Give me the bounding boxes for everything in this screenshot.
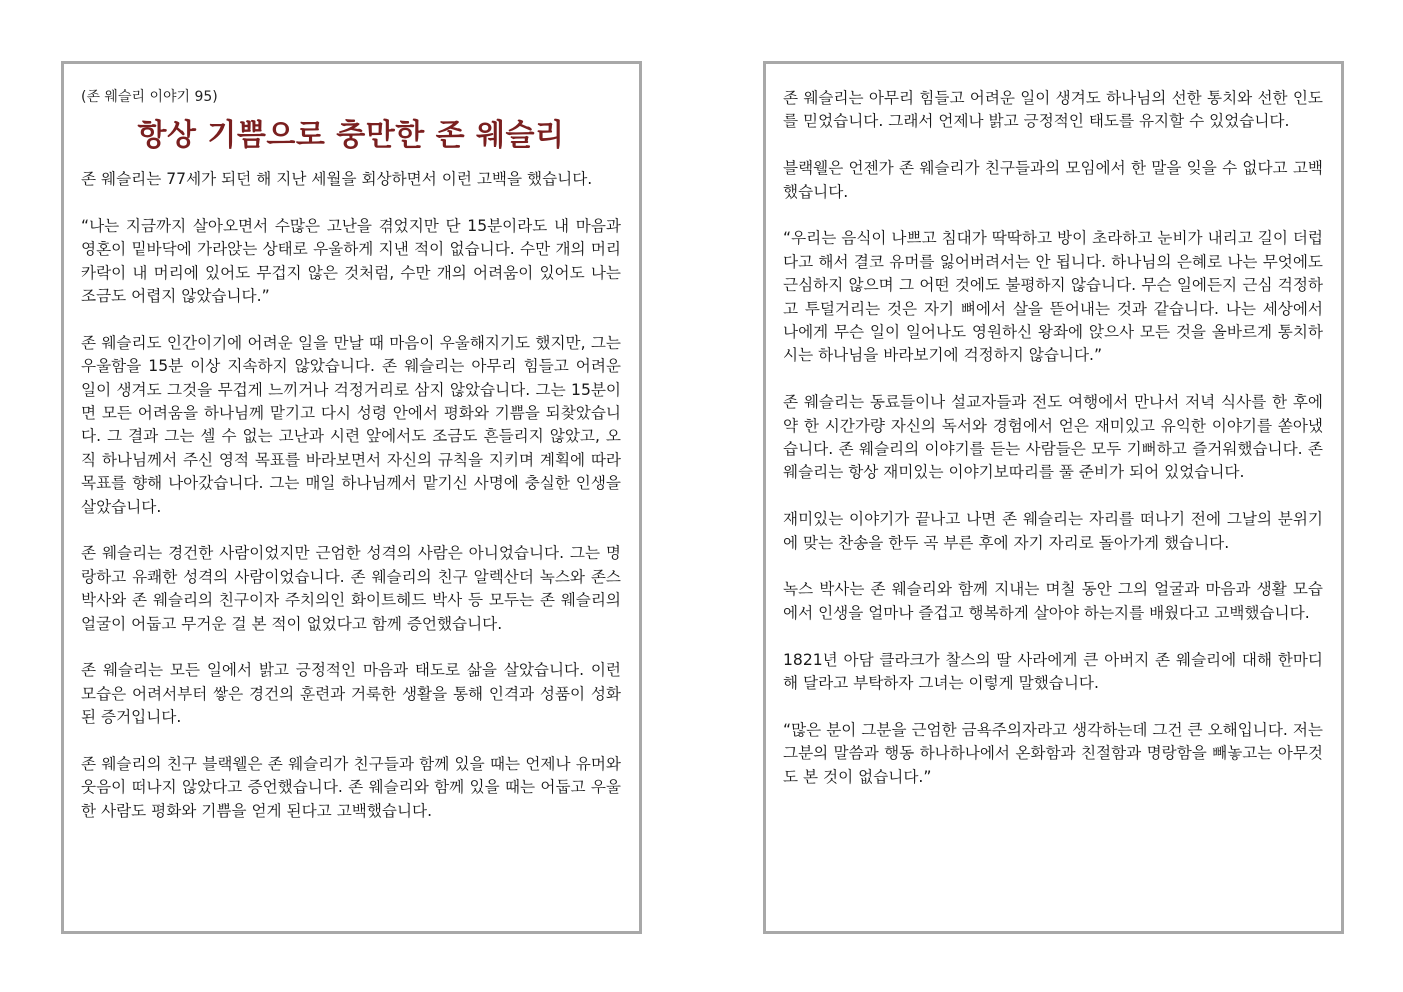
- left-paragraph: 존 웨슬리도 인간이기에 어려운 일을 만날 때 마음이 우울해지기도 했지만, 그는 우울함을 15분 이상 지속하지 않았습니다. 존 웨슬리는 아무리 힘들고 어려운 일이 생겨도 그것을 무겁게 느끼거나 걱정거리로 삼지 않았습니다. 그는 15분이면 모든 어려움을 하나님께 맡기고 다시 성령 안에서 평화와 기쁨을 되찾았습니다. 그 결과 그는 셀 수 없는 고난과 시련 앞에서도 조금도 흔들리지 않았고, 오직 하나님께서 주신 영적 목표를 바라보면서 자신의 규칙을 지키며 계획에 따라 목표를 향해 나아갔습니다. 그는 매일 하나님께서 맡기신 사명에 충실한 인생을 살았습니다.: [81, 333, 621, 516]
- left-paragraph: 존 웨슬리는 77세가 되던 해 지난 세월을 회상하면서 이런 고백을 했습니다.: [81, 170, 593, 188]
- right-page: [763, 61, 1344, 934]
- page-title: 항상 기쁨으로 충만한 존 웨슬리: [137, 118, 565, 153]
- left-page: [61, 61, 642, 934]
- right-paragraph: 재미있는 이야기가 끝나고 나면 존 웨슬리는 자리를 떠나기 전에 그날의 분위기에 맞는 찬송을 한두 곡 부른 후에 자기 자리로 돌아가게 했습니다.: [783, 510, 1323, 552]
- left-paragraph: 존 웨슬리의 친구 블랙웰은 존 웨슬리가 친구들과 함께 있을 때는 언제나 유머와 웃음이 떠나지 않았다고 증언했습니다. 존 웨슬리와 함께 있을 때는 어둡고 우울한 사람도 평화와 기쁨을 얻게 된다고 고백했습니다.: [81, 755, 621, 820]
- right-paragraph: 존 웨슬리는 아무리 힘들고 어려운 일이 생겨도 하나님의 선한 통치와 선한 인도를 믿었습니다. 그래서 언제나 밝고 긍정적인 태도를 유지할 수 있었습니다.: [783, 89, 1323, 131]
- right-paragraph: 존 웨슬리는 동료들이나 설교자들과 전도 여행에서 만나서 저녁 식사를 한 후에 약 한 시간가량 자신의 독서와 경험에서 얻은 재미있고 유익한 이야기를 쏟아냈습니다. 존 웨슬리의 이야기를 듣는 사람들은 모두 기뻐하고 즐거워했습니다. 존 웨슬리는 항상 재미있는 이야기보따리를 풀 준비가 되어 있었습니다.: [783, 393, 1323, 482]
- right-paragraph: 블랙웰은 언젠가 존 웨슬리가 친구들과의 모임에서 한 말을 잊을 수 없다고 고백했습니다.: [783, 159, 1323, 201]
- right-paragraph: “우리는 음식이 나쁘고 침대가 딱딱하고 방이 초라하고 눈비가 내리고 길이 더럽다고 해서 결코 유머를 잃어버려서는 안 됩니다. 하나님의 은혜로 나는 무엇에도 근심하지 않으며 그 어떤 것에도 불평하지 않습니다. 무슨 일에든지 근심 걱정하고 투덜거리는 것은 자기 뼈에서 살을 뜯어내는 것과 같습니다. 나는 세상에서 나에게 무슨 일이 일어나도 영원하신 왕좌에 앉으사 모든 것을 올바르게 통치하시는 하나님을 바라보기에 걱정하지 않습니다.”: [783, 229, 1323, 365]
- series-label: (존 웨슬리 이야기 95): [81, 89, 218, 105]
- left-paragraph: 존 웨슬리는 경건한 사람이었지만 근엄한 성격의 사람은 아니었습니다. 그는 명랑하고 유쾌한 성격의 사람이었습니다. 존 웨슬리의 친구 알렉산더 녹스와 존스 박사와 존 웨슬리의 친구이자 주치의인 화이트헤드 박사 등 모두는 존 웨슬리의 얼굴이 어둡고 무거운 걸 본 적이 없었다고 함께 증언했습니다.: [81, 544, 621, 633]
- right-paragraph: 녹스 박사는 존 웨슬리와 함께 지내는 며칠 동안 그의 얼굴과 마음과 생활 모습에서 인생을 얼마나 즐겁고 행복하게 살아야 하는지를 배웠다고 고백했습니다.: [783, 580, 1323, 622]
- right-paragraph: 1821년 아담 클라크가 찰스의 딸 사라에게 큰 아버지 존 웨슬리에 대해 한마디 해 달라고 부탁하자 그녀는 이렇게 말했습니다.: [783, 650, 1323, 693]
- left-paragraph: “나는 지금까지 살아오면서 수많은 고난을 겪었지만 단 15분이라도 내 마음과 영혼이 밑바닥에 가라앉는 상태로 우울하게 지낸 적이 없습니다. 수만 개의 머리카락이 내 머리에 있어도 무겁지 않은 것처럼, 수만 개의 어려움이 있어도 나는 조금도 어렵지 않았습니다.”: [81, 216, 621, 306]
- left-paragraph: 존 웨슬리는 모든 일에서 밝고 긍정적인 마음과 태도로 삶을 살았습니다. 이런 모습은 어려서부터 쌓은 경건의 훈련과 거룩한 생활을 통해 인격과 성품이 성화 된 증거입니다.: [81, 661, 621, 727]
- right-paragraph: “많은 분이 그분을 근엄한 금욕주의자라고 생각하는데 그건 큰 오해입니다. 저는 그분의 말씀과 행동 하나하나에서 온화함과 친절함과 명랑함을 빼놓고는 아무것도 본 것이 없습니다.”: [783, 720, 1323, 786]
